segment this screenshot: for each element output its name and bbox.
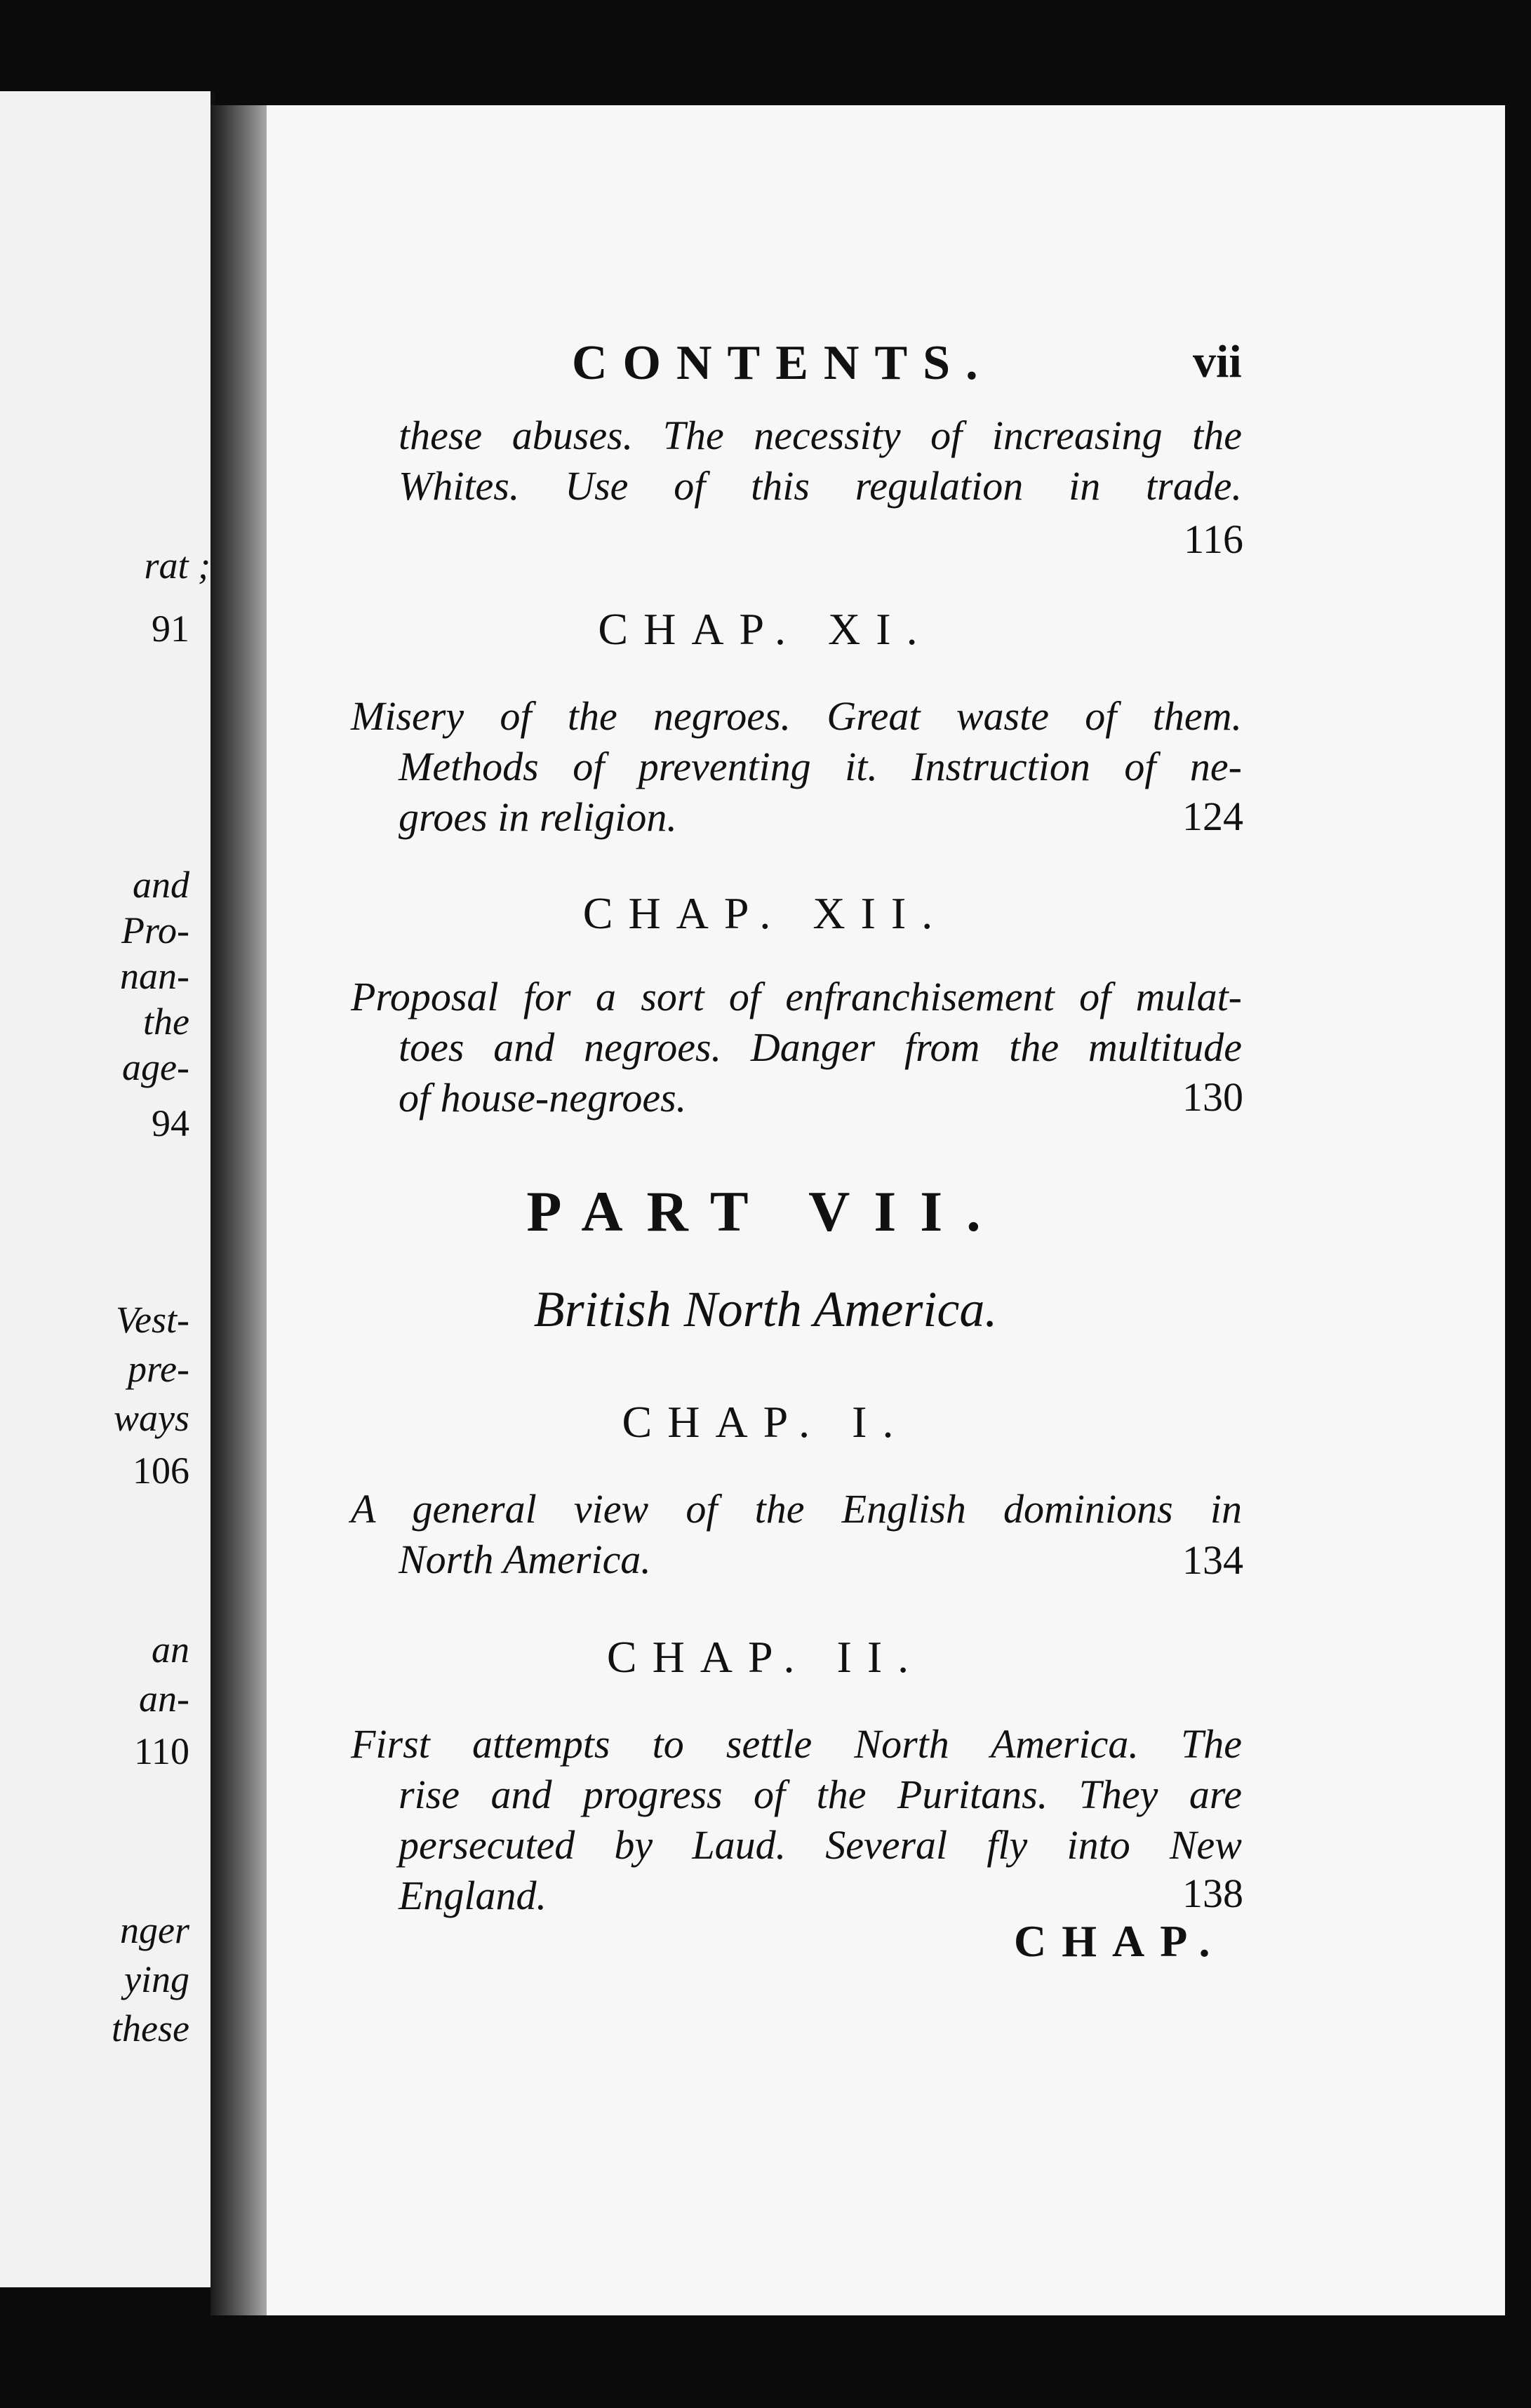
entry-page-number: 138 <box>1182 1871 1243 1916</box>
entry-line: toes and negroes. Danger from the multitude <box>399 1024 1242 1070</box>
left-fragment: pre- <box>128 1348 189 1390</box>
left-fragment: an- <box>139 1678 189 1720</box>
entry-page-number: 124 <box>1182 794 1243 839</box>
left-fragment: an <box>152 1628 189 1671</box>
running-head-title: CONTENTS. <box>572 336 994 390</box>
entry-line: groes in religion. <box>399 794 677 840</box>
left-fragment: Vest- <box>116 1299 189 1341</box>
left-fragment: the <box>143 1001 189 1043</box>
toc-entry-chap-xi <box>351 691 1242 843</box>
left-fragment: 91 <box>152 608 189 650</box>
left-fragment: ways <box>114 1397 189 1439</box>
toc-entry-chap-ii <box>351 1719 1242 1921</box>
toc-entry-intro <box>351 410 1242 511</box>
toc-entry-chap-i <box>351 1484 1242 1585</box>
entry-line: A general view of the English dominions in <box>351 1486 1242 1532</box>
part-subtitle: British North America. <box>533 1281 998 1337</box>
left-fragment: age- <box>122 1046 189 1088</box>
entry-line: persecuted by Laud. Several fly into New <box>399 1822 1242 1868</box>
entry-line: Proposal for a sort of enfranchisement of mulat- <box>351 974 1242 1019</box>
left-fragment: 106 <box>133 1450 189 1492</box>
toc-entry-chap-xii <box>351 972 1242 1123</box>
entry-line: Methods of preventing it. Instruction of ne- <box>399 744 1242 789</box>
catchword: CHAP. <box>1014 1916 1226 1966</box>
entry-line: Misery of the negroes. Great waste of them. <box>351 693 1242 739</box>
entry-line: of house-negroes. <box>399 1075 687 1121</box>
part-heading: PART VII. <box>526 1179 1005 1243</box>
left-fragment: 94 <box>152 1102 189 1144</box>
entry-line: First attempts to settle North America. The <box>351 1721 1242 1767</box>
left-fragment: and <box>133 864 189 906</box>
chapter-heading: CHAP. XII. <box>582 888 949 938</box>
entry-line: these abuses. The necessity of increasing the <box>399 413 1242 458</box>
entry-line: Whites. Use of this regulation in trade. <box>399 463 1242 509</box>
page-number: vii <box>1193 336 1242 387</box>
entry-line: North America. <box>399 1537 651 1582</box>
left-fragment: rat ; <box>144 544 210 587</box>
chapter-heading: CHAP. I. <box>622 1397 909 1447</box>
left-fragment: these <box>112 2007 189 2049</box>
left-fragment: nger <box>120 1909 189 1951</box>
entry-page-number: 130 <box>1182 1074 1243 1120</box>
entry-page-number: 134 <box>1182 1537 1243 1583</box>
chapter-heading: CHAP. XI. <box>598 604 933 654</box>
entry-page-number: 116 <box>1184 516 1243 562</box>
left-fragment: ying <box>124 1958 189 2000</box>
left-fragment: Pro- <box>121 909 189 951</box>
left-fragment: nan- <box>120 955 189 997</box>
entry-line: England. <box>399 1873 547 1918</box>
entry-line: rise and progress of the Puritans. They are <box>399 1772 1242 1817</box>
chapter-heading: CHAP. II. <box>606 1632 925 1682</box>
left-fragment: 110 <box>134 1730 189 1772</box>
